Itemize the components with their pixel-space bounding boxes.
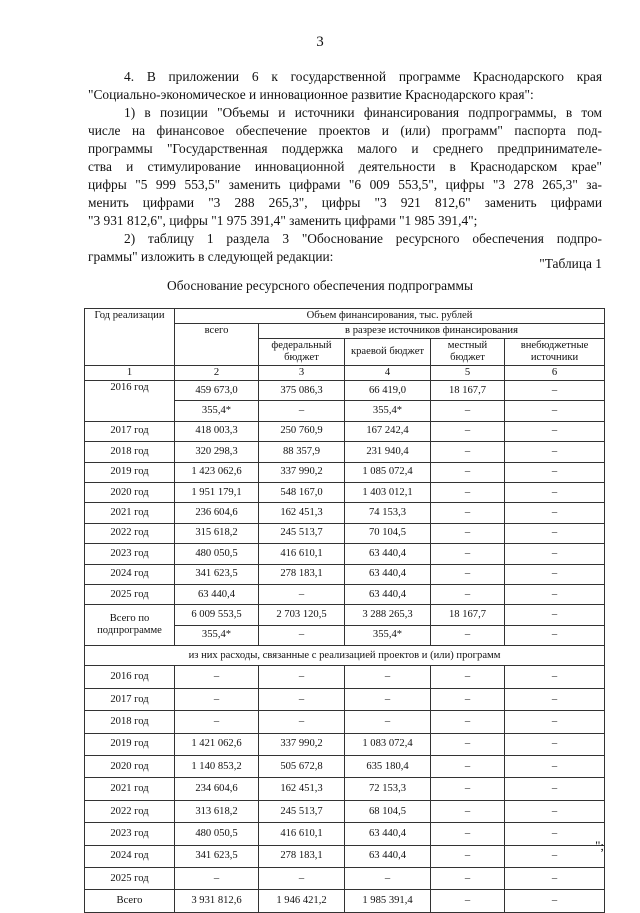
value-cell: – [259,584,345,604]
value-cell: 63 440,4 [175,584,259,604]
value-cell: – [175,867,259,889]
value-cell: 231 940,4 [345,442,431,462]
value-cell: – [259,688,345,710]
value-cell: – [345,867,431,889]
value-cell: 341 623,5 [175,564,259,584]
year-cell: 2022 год [85,800,175,822]
year-cell: 2017 год [85,688,175,710]
total-row [85,890,605,912]
value-cell: – [175,666,259,688]
value-cell: 635 180,4 [345,756,431,778]
value-cell: 337 990,2 [259,462,345,482]
value-cell: – [431,867,505,889]
value-cell: 418 003,3 [175,421,259,441]
value-cell: – [505,711,605,733]
value-cell: – [431,666,505,688]
value-cell: 278 183,1 [259,845,345,867]
value-cell: – [259,401,345,421]
value-cell: 1 423 062,6 [175,462,259,482]
value-cell: – [431,503,505,523]
total-label: Всего по подпрограмме [85,605,175,646]
table-row [85,845,605,867]
value-cell: 18 167,7 [431,381,505,401]
year-cell: 2025 год [85,867,175,889]
value-cell: 162 451,3 [259,503,345,523]
value-cell: 505 672,8 [259,756,345,778]
value-cell: 63 440,4 [345,564,431,584]
table-row [85,523,605,543]
value-cell: 2 703 120,5 [259,605,345,625]
value-cell: 245 513,7 [259,523,345,543]
value-cell: – [505,421,605,441]
value-cell: 88 357,9 [259,442,345,462]
value-cell: 1 421 062,6 [175,733,259,755]
value-cell: – [505,800,605,822]
value-cell: – [505,442,605,462]
text-line: 4. В приложении 6 к государственной программе Краснодарского края [124,69,602,84]
year-cell: 2019 год [85,462,175,482]
paragraph-1 [88,68,602,104]
value-cell: 313 618,2 [175,800,259,822]
value-cell: 320 298,3 [175,442,259,462]
text-line: ства и стимулирование инновационной деятельности в Краснодарском крае" [88,159,602,174]
value-cell: 459 673,0 [175,381,259,401]
year-cell: 2019 год [85,733,175,755]
value-cell: – [505,756,605,778]
year-cell: 2024 год [85,564,175,584]
column-numbers-row [85,366,605,381]
value-cell: – [505,823,605,845]
value-cell: – [345,711,431,733]
value-cell: 1 085 072,4 [345,462,431,482]
value-cell: 72 153,3 [345,778,431,800]
value-cell: 66 419,0 [345,381,431,401]
total-row [85,605,605,625]
value-cell: 355,4* [345,625,431,645]
value-cell: – [431,800,505,822]
value-cell: – [505,544,605,564]
value-cell: – [431,401,505,421]
table-row [85,778,605,800]
value-cell: 234 604,6 [175,778,259,800]
value-cell: 245 513,7 [259,800,345,822]
column-number: 5 [431,366,505,381]
value-cell: – [505,890,605,912]
value-cell: 355,4* [175,625,259,645]
value-cell: – [505,503,605,523]
value-cell: 250 760,9 [259,421,345,441]
value-cell: – [505,625,605,645]
header-funding: Объем финансирования, тыс. рублей [175,309,605,324]
value-cell: – [259,867,345,889]
value-cell: – [259,711,345,733]
header-total: всего [175,324,259,366]
value-cell: – [431,544,505,564]
funding-table [84,308,605,913]
value-cell: 337 990,2 [259,733,345,755]
value-cell: 1 946 421,2 [259,890,345,912]
closing-mark: "; [595,838,604,853]
table-title: Обоснование ресурсного обеспечения подпрограммы [167,278,473,293]
table-row [85,544,605,564]
table-header-row [85,309,605,324]
value-cell: 341 623,5 [175,845,259,867]
table-row [85,421,605,441]
year-cell: 2020 год [85,756,175,778]
year-cell: 2021 год [85,503,175,523]
value-cell: – [175,711,259,733]
text-line: цифры "5 999 553,5" заменить цифрами "6 009 553,5", цифры "3 278 265,3" за- [88,177,602,192]
value-cell: 74 153,3 [345,503,431,523]
value-cell: 162 451,3 [259,778,345,800]
table-row [85,867,605,889]
column-number: 4 [345,366,431,381]
value-cell: – [505,688,605,710]
value-cell: 6 009 553,5 [175,605,259,625]
table-row [85,800,605,822]
text-line: 1) в позиции "Объемы и источники финансирования подпрограммы, в том [124,105,602,120]
value-cell: – [505,733,605,755]
header-year: Год реализации [85,309,175,366]
value-cell: 3 288 265,3 [345,605,431,625]
value-cell: 63 440,4 [345,544,431,564]
value-cell: – [505,564,605,584]
header-regional: краевой бюджет [345,339,431,366]
value-cell: – [431,442,505,462]
value-cell: 480 050,5 [175,823,259,845]
table-row [85,733,605,755]
year-cell: 2024 год [85,845,175,867]
value-cell: 355,4* [175,401,259,421]
table-row [85,503,605,523]
year-cell: 2023 год [85,823,175,845]
value-cell: – [505,584,605,604]
table-row [85,482,605,502]
year-cell: 2025 год [85,584,175,604]
table-row [85,666,605,688]
paragraph-3 [88,230,602,266]
value-cell: – [431,523,505,543]
table-row [85,756,605,778]
year-cell: 2016 год [85,381,175,422]
value-cell: – [505,666,605,688]
value-cell: – [345,688,431,710]
value-cell: – [505,462,605,482]
text-line: менить цифрами "3 288 265,3", цифры "3 921 812,6" заменить цифрами [88,195,602,210]
table-row [85,442,605,462]
text-line: "3 931 812,6", цифры "1 975 391,4" заменить цифрами "1 985 391,4"; [88,213,478,228]
year-cell: 2021 год [85,778,175,800]
value-cell: – [431,823,505,845]
value-cell: – [505,482,605,502]
value-cell: – [505,523,605,543]
value-cell: 1 403 012,1 [345,482,431,502]
value-cell: – [259,625,345,645]
value-cell: – [259,666,345,688]
table-row [85,462,605,482]
value-cell: – [431,564,505,584]
year-cell: 2018 год [85,711,175,733]
year-cell: 2020 год [85,482,175,502]
table-row [85,823,605,845]
value-cell: 18 167,7 [431,605,505,625]
value-cell: 416 610,1 [259,823,345,845]
value-cell: – [431,778,505,800]
value-cell: – [505,845,605,867]
value-cell: – [431,756,505,778]
page-number: 3 [316,34,324,50]
value-cell: 1 951 179,1 [175,482,259,502]
year-cell: 2023 год [85,544,175,564]
table-row [85,584,605,604]
value-cell: 236 604,6 [175,503,259,523]
value-cell: – [505,867,605,889]
value-cell: – [345,666,431,688]
table-row [85,711,605,733]
paragraph-2 [88,104,602,230]
value-cell: – [431,845,505,867]
column-number: 3 [259,366,345,381]
year-cell: 2017 год [85,421,175,441]
table-row [85,688,605,710]
value-cell: – [431,482,505,502]
value-cell: 416 610,1 [259,544,345,564]
value-cell: – [431,625,505,645]
header-by-source: в разрезе источников финансирования [259,324,605,339]
total-label: Всего [85,890,175,912]
value-cell: 375 086,3 [259,381,345,401]
value-cell: – [431,733,505,755]
table-caption: "Таблица 1 [539,256,602,271]
value-cell: – [431,421,505,441]
value-cell: – [431,688,505,710]
text-line: программы "Государственная поддержка малого и среднего предпринимателе- [88,141,602,156]
value-cell: 548 167,0 [259,482,345,502]
value-cell: 3 931 812,6 [175,890,259,912]
value-cell: 1 083 072,4 [345,733,431,755]
value-cell: – [431,890,505,912]
projects-subheader: из них расходы, связанные с реализацией проектов и (или) программ [85,646,605,666]
header-extra: внебюджетные источники [505,339,605,366]
value-cell: 63 440,4 [345,845,431,867]
value-cell: 167 242,4 [345,421,431,441]
value-cell: 1 985 391,4 [345,890,431,912]
year-cell: 2018 год [85,442,175,462]
subheader-row [85,646,605,666]
value-cell: 355,4* [345,401,431,421]
column-number: 6 [505,366,605,381]
value-cell: – [505,381,605,401]
text-line: 2) таблицу 1 раздела 3 "Обоснование ресурсного обеспечения подпро- [124,231,602,246]
value-cell: – [431,462,505,482]
value-cell: 63 440,4 [345,584,431,604]
header-local: местный бюджет [431,339,505,366]
column-number: 1 [85,366,175,381]
value-cell: – [175,688,259,710]
header-federal: федеральный бюджет [259,339,345,366]
value-cell: – [431,584,505,604]
value-cell: 278 183,1 [259,564,345,584]
value-cell: – [505,605,605,625]
value-cell: 63 440,4 [345,823,431,845]
value-cell: 315 618,2 [175,523,259,543]
text-line: граммы" изложить в следующей редакции: [88,249,334,264]
year-cell: 2016 год [85,666,175,688]
value-cell: – [505,778,605,800]
year-cell: 2022 год [85,523,175,543]
text-line: числе на финансовое обеспечение проектов и (или) программ" паспорта под- [88,123,602,138]
value-cell: 68 104,5 [345,800,431,822]
value-cell: – [431,711,505,733]
value-cell: 70 104,5 [345,523,431,543]
table-row [85,381,605,401]
text-line: "Социально-экономическое и инновационное развитие Краснодарского края": [88,87,534,102]
table-row [85,564,605,584]
column-number: 2 [175,366,259,381]
value-cell: – [505,401,605,421]
value-cell: 1 140 853,2 [175,756,259,778]
value-cell: 480 050,5 [175,544,259,564]
